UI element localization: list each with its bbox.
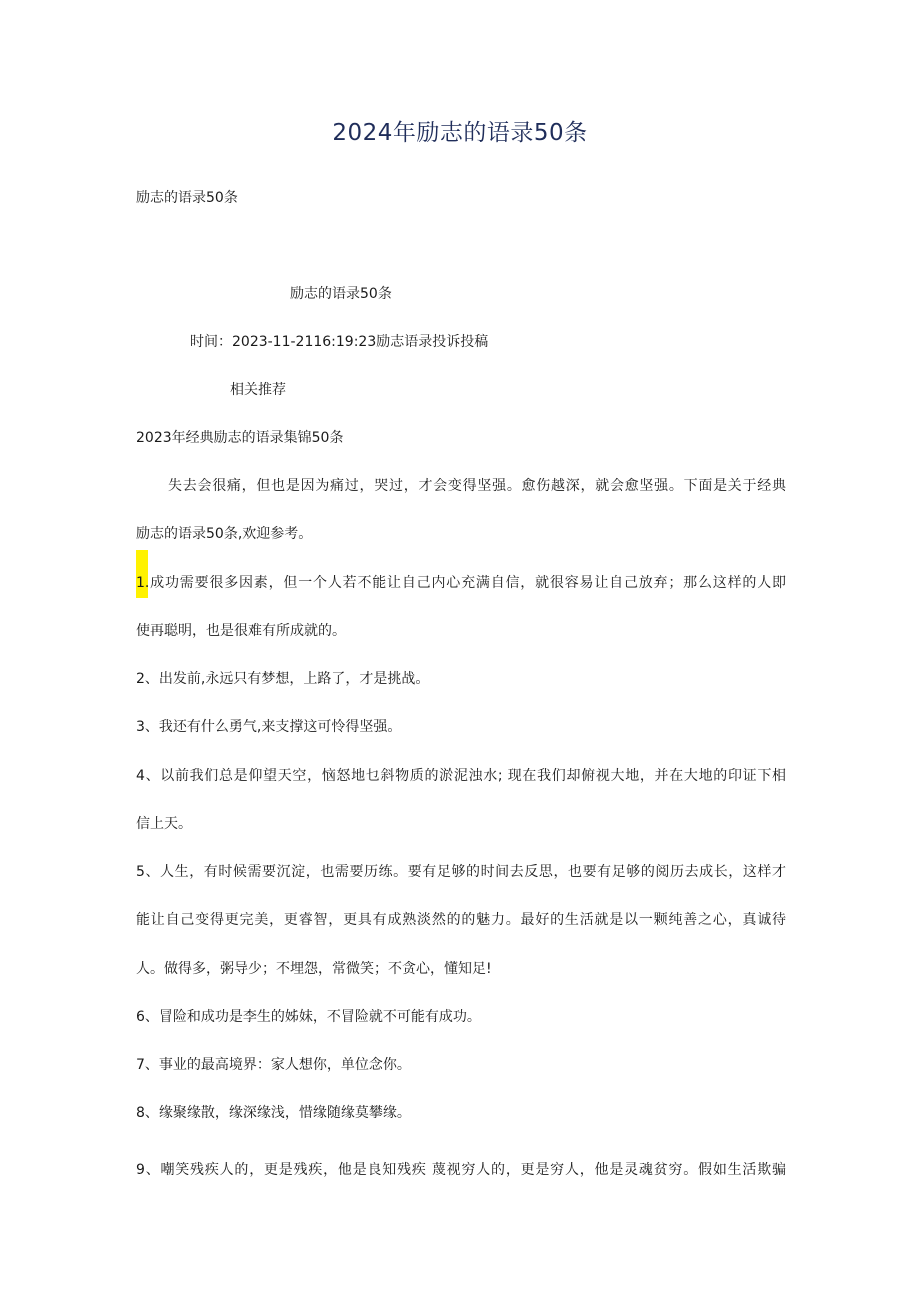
list-item: 6、冒险和成功是李生的姊妹，不冒险就不可能有成功。	[136, 1009, 481, 1025]
related-title: 2023年经典励志的语录集锦50条	[136, 430, 344, 446]
list-item: 4、以前我们总是仰望天空，恼怒地乜斜物质的淤泥浊水; 现在我们却俯视大地，并在大地的印证下相	[136, 768, 786, 784]
center-heading: 励志的语录50条	[290, 286, 392, 302]
page-title: 2024年励志的语录50条	[332, 120, 588, 146]
list-item-continuation: 使再聪明，也是很难有所成就的。	[136, 623, 346, 639]
intro-line: 失去会很痛，但也是因为痛过，哭过，才会变得坚强。愈伤越深，就会愈坚强。下面是关于经典	[168, 478, 786, 494]
list-item: 8、缘聚缘散，缘深缘浅，惜缘随缘莫攀缘。	[136, 1105, 411, 1121]
list-item-continuation: 人。做得多，粥导少；不埋怨，常微笑；不贪心，懂知足!	[136, 961, 492, 977]
list-item: 1.成功需要很多因素，但一个人若不能让自己内心充满自信，就很容易让自己放弃；那么这样的人即	[136, 575, 786, 591]
list-item: 2、出发前,永远只有梦想，上路了，才是挑战。	[136, 671, 430, 687]
document-subtitle: 励志的语录50条	[136, 190, 238, 206]
list-item: 9、嘲笑残疾人的，更是残疾，他是良知残疾 蔑视穷人的，更是穷人，他是灵魂贫穷。假如生活欺骗	[136, 1162, 786, 1178]
list-item: 3、我还有什么勇气,来支撑这可怜得坚强。	[136, 719, 402, 735]
list-item-continuation: 能让自己变得更完美，更睿智，更具有成熟淡然的的魅力。最好的生活就是以一颗纯善之心，真诚待	[136, 912, 786, 928]
list-item-continuation: 信上天。	[136, 816, 192, 832]
related-label: 相关推荐	[230, 382, 286, 398]
meta-line: 时间：2023-11-2116:19:23励志语录投诉投稿	[190, 334, 489, 350]
intro-line: 励志的语录50条,欢迎参考。	[136, 526, 313, 542]
list-item: 7、事业的最高境界：家人想你，单位念你。	[136, 1057, 411, 1073]
list-item: 5、人生，有时候需要沉淀，也需要历练。要有足够的时间去反思，也要有足够的阅历去成长，这样才	[136, 864, 786, 880]
